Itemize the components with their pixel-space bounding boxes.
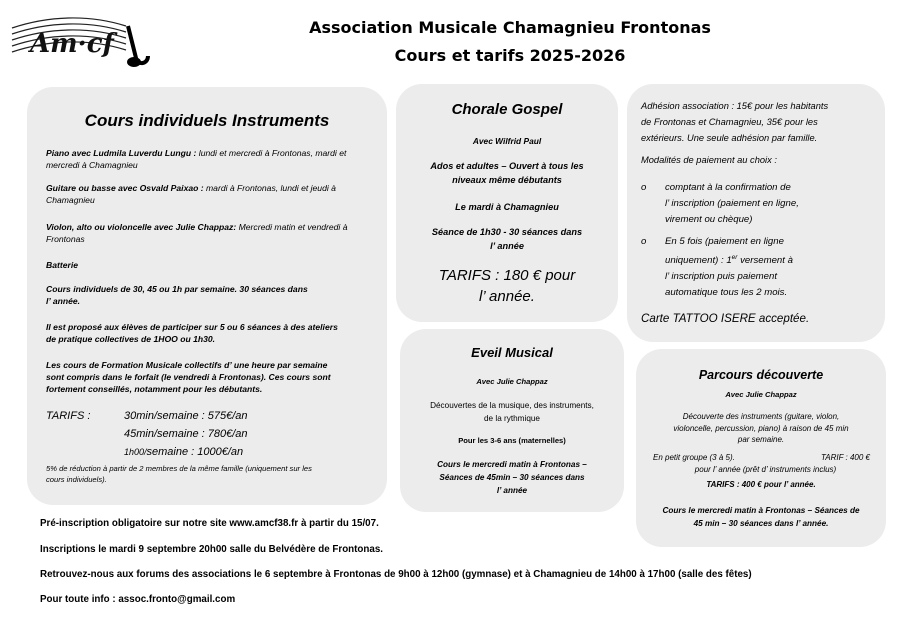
family-discount-line1: 5% de réduction à partir de 2 membres de la même famille (uniquement sur les: [46, 464, 312, 473]
music-awakening-schedule-line2: Séances de 45min – 30 séances dans: [439, 473, 585, 482]
music-theory-line2: sont compris dans le forfait (le vendredi à Frontonas). Ces cours sont: [46, 372, 331, 382]
lesson-duration-line1: Cours individuels de 30, 45 ou 1h par semaine. 30 séances dans: [46, 284, 308, 294]
music-awakening-schedule-line1: Cours le mercredi matin à Frontonas –: [437, 460, 587, 469]
gospel-choir-teacher: Avec Wilfrid Paul: [472, 136, 542, 146]
installments-line2-end: versement à: [737, 255, 793, 267]
tattoo-card-note: Carte TATTOO ISERE acceptée.: [641, 312, 810, 325]
forums-note: Retrouvez-nous aux forums des associations le 6 septembre à Frontonas de 9h00 à 12h00 (gymnase) et à Chamagnieu de 14h00 à 17h00 (salle des fêtes): [40, 569, 752, 580]
discovery-course-heading: Parcours découverte: [698, 368, 824, 382]
family-discount-text: [46, 463, 381, 485]
piano-schedule: lundi et mercredi à Frontonas, mardi et mercredi à Chamagnieu: [46, 148, 347, 170]
discovery-course-description: [636, 411, 886, 446]
registration-date-note: Inscriptions le mardi 9 septembre 20h00 salle du Belvédère de Frontonas.: [40, 544, 384, 555]
payment-methods-label: Modalités de paiement au choix :: [641, 155, 777, 165]
page-subtitle: Cours et tarifs 2025-2026: [394, 46, 626, 65]
membership-fee-line1: Adhésion association : 15€ pour les habitants: [641, 101, 829, 111]
music-awakening-schedule-line3: l’ année: [496, 486, 528, 495]
individual-lessons-heading: Cours individuels Instruments: [84, 111, 330, 130]
guitar-info: [46, 182, 376, 206]
music-theory-line1: Les cours de Formation Musicale collectifs d’ une heure par semaine: [46, 360, 328, 370]
discovery-course-teacher: Avec Julie Chappaz: [725, 390, 797, 399]
gospel-choir-audience-line2: niveaux même débutants: [452, 175, 562, 185]
tariffs-label: TARIFS :: [46, 410, 91, 422]
discovery-course-schedule: [636, 504, 886, 530]
membership-box: [627, 84, 885, 342]
music-awakening-teacher: Avec Julie Chappaz: [476, 377, 548, 386]
payment-option-cash-line3: virement ou chèque): [665, 214, 753, 225]
gospel-choir-sessions-line2: l’ année: [490, 241, 524, 251]
discovery-course-group-size: En petit groupe (3 à 5).: [653, 453, 735, 462]
violin-teacher: Violon, alto ou violoncelle avec Julie Chappaz:: [46, 222, 237, 232]
discovery-course-tariffs: TARIFS : 400 € pour l’ année.: [706, 480, 816, 489]
workshops-text: [46, 321, 386, 345]
workshops-line1: Il est proposé aux élèves de participer sur 5 ou 6 séances à des ateliers: [46, 322, 338, 332]
membership-fee-line3: extérieurs. Une seule adhésion par famille.: [641, 133, 818, 143]
music-awakening-heading: Eveil Musical: [471, 345, 553, 360]
tariff-1h-duration: 1h00/: [124, 447, 147, 457]
guitar-schedule: mardi à Frontonas, lundi et jeudi à Chamagnieu: [46, 183, 336, 205]
family-discount-line2: cours individuels).: [46, 475, 107, 484]
discovery-course-description-line3: par semaine.: [737, 435, 785, 444]
gospel-choir-heading: Chorale Gospel: [451, 101, 563, 118]
music-staff-logo-icon: [8, 6, 158, 76]
installments-line2-start: uniquement) : 1: [665, 255, 732, 267]
violin-schedule: Mercredi matin et vendredi à Frontonas: [46, 222, 348, 244]
tariff-45min: 45min/semaine : 780€/an: [124, 428, 248, 440]
discovery-course-schedule-line1: Cours le mercredi matin à Frontonas – Séances de: [662, 506, 860, 515]
music-awakening-description-line2: de la rythmique: [484, 414, 540, 423]
guitar-teacher: Guitare ou basse avec Osvald Paixao :: [46, 183, 204, 193]
discovery-course-description-line1: Découverte des instruments (guitare, violon,: [682, 412, 840, 421]
lesson-duration-line2: l’ année.: [46, 296, 81, 306]
music-awakening-box: [400, 329, 624, 512]
music-awakening-schedule: [400, 458, 624, 497]
gospel-choir-tariff: [396, 265, 618, 307]
payment-option-installments-line3: l’ inscription puis paiement: [665, 271, 777, 283]
payment-option-cash-line1: o comptant à la confirmation de: [665, 182, 791, 193]
tariff-1h: [124, 446, 243, 458]
page-title: Association Musicale Chamagnieu Frontonas: [309, 18, 711, 37]
music-theory-text: [46, 359, 386, 395]
music-awakening-age: Pour les 3-6 ans (maternelles): [458, 436, 566, 445]
tariff-30min: 30min/semaine : 575€/an: [124, 410, 248, 422]
piano-teacher: Piano avec Ludmila Luverdu Lungu :: [46, 148, 197, 158]
payment-option-installments-line1: o En 5 fois (paiement en ligne: [665, 236, 784, 247]
membership-fee-line2: de Frontonas et Chamagnieu, 35€ pour les: [641, 117, 818, 127]
installments-ordinal: er: [731, 254, 738, 261]
discovery-course-description-line2: violoncelle, percussion, piano) à raison de 45 min: [673, 423, 849, 433]
gospel-choir-tariff-line2: l’ année.: [479, 288, 535, 305]
piano-info: [46, 147, 376, 171]
gospel-choir-audience: [396, 159, 618, 187]
music-theory-line3: fortement conseillés, notamment pour les débutants.: [46, 384, 263, 394]
gospel-choir-sessions: [396, 225, 618, 253]
music-awakening-description: [400, 399, 624, 425]
music-awakening-description-line1: Découvertes de la musique, des instruments,: [430, 401, 594, 410]
discovery-course-box: [636, 349, 886, 547]
pre-registration-note: Pré-inscription obligatoire sur notre site www.amcf38.fr à partir du 15/07.: [40, 518, 379, 529]
payment-option-installments: [641, 234, 876, 301]
gospel-choir-sessions-line1: Séance de 1h30 - 30 séances dans: [431, 227, 583, 237]
workshops-line2: de pratique collectives de 1HOO ou 1h30.: [46, 334, 216, 344]
tariff-1h-price: semaine : 1000€/an: [146, 446, 244, 458]
gospel-choir-audience-line1: Ados et adultes – Ouvert à tous les: [430, 161, 584, 171]
payment-option-installments-line2: [665, 250, 876, 269]
gospel-choir-day: Le mardi à Chamagnieu: [455, 202, 559, 212]
logo-text: Am·cf: [30, 29, 114, 59]
discovery-course-group: [653, 452, 878, 476]
violin-info: [46, 221, 376, 245]
payment-option-cash-line2: l’ inscription (paiement en ligne,: [665, 198, 799, 209]
discovery-course-group-line2: pour l’ année (prêt d’ instruments inclus): [694, 465, 837, 474]
contact-info: Pour toute info : assoc.fronto@gmail.com: [40, 594, 236, 605]
payment-option-cash: [641, 180, 876, 228]
discovery-course-group-line1: [653, 452, 878, 464]
drums-label: Batterie: [46, 260, 78, 270]
amcf-logo: [8, 6, 158, 76]
gospel-choir-tariff-line1: TARIFS : 180 € pour: [438, 267, 576, 284]
membership-fee-text: [641, 98, 881, 146]
individual-lessons-box: [27, 87, 387, 505]
gospel-choir-box: [396, 84, 618, 322]
payment-option-installments-line4: automatique tous les 2 mois.: [665, 287, 788, 299]
payment-options-list: [641, 180, 876, 307]
discovery-course-tariff-inline: TARIF : 400 €: [820, 453, 870, 462]
discovery-course-schedule-line2: 45 min – 30 séances dans l’ année.: [693, 519, 829, 528]
lesson-duration-text: [46, 283, 381, 307]
